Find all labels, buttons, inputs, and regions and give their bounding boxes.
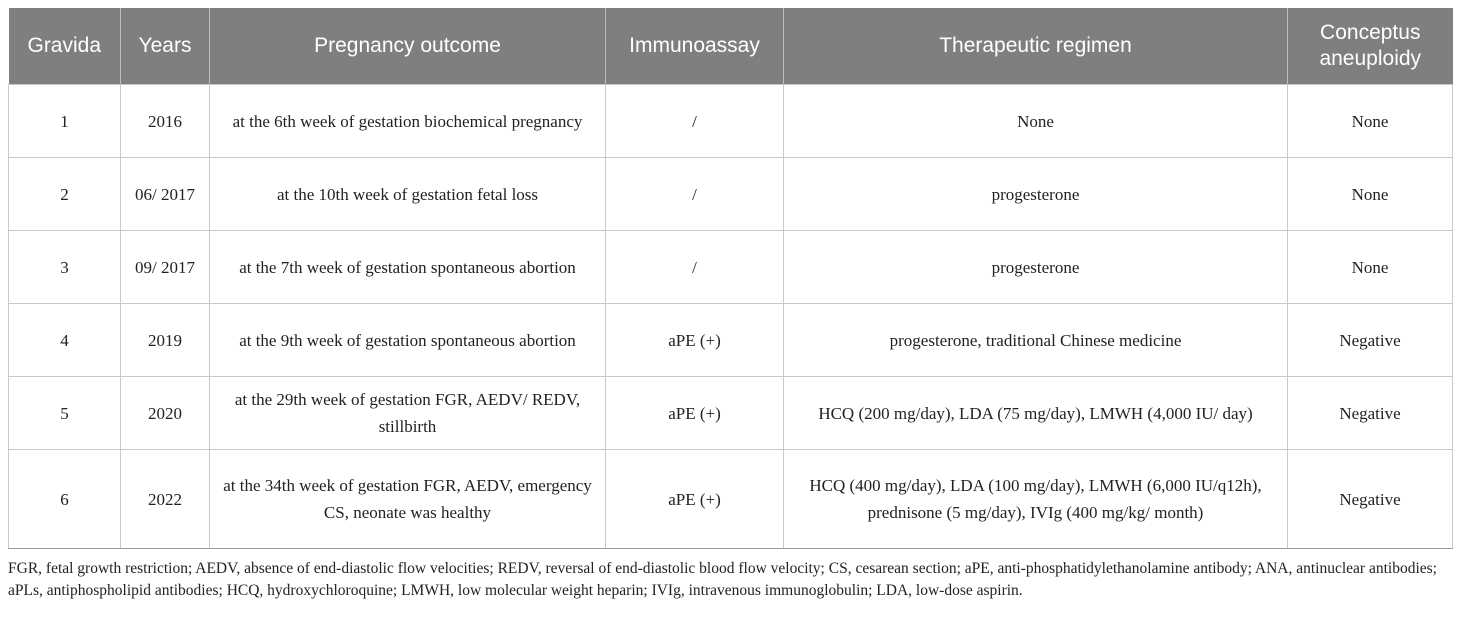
cell-conceptus-aneuploidy: Negative — [1288, 450, 1453, 549]
cell-gravida: 5 — [9, 377, 121, 450]
table-footnote: FGR, fetal growth restriction; AEDV, absence of end-diastolic flow velocities; REDV, reversal of end-diastolic blood flow velocity; CS, cesarean section; aPE, anti-phosphatidylethanolamine antibody; ANA, antinuclear antibodies; aPLs, antiphospholipid antibodies; HCQ, hydroxychloroquine; LMWH, low molecular weight heparin; IVIg, intravenous immunoglobulin; LDA, low-dose aspirin. — [8, 560, 1437, 599]
table-row — [9, 85, 1453, 158]
cell-pregnancy-outcome: at the 7th week of gestation spontaneous abortion — [210, 231, 606, 304]
cell-pregnancy-outcome: at the 34th week of gestation FGR, AEDV, emergency CS, neonate was healthy — [210, 450, 606, 549]
cell-gravida: 6 — [9, 450, 121, 549]
cell-therapeutic-regimen: progesterone — [784, 231, 1288, 304]
cell-years: 06/ 2017 — [121, 158, 210, 231]
header-immunoassay: Immunoassay — [606, 8, 784, 85]
table-row — [9, 450, 1453, 549]
table-row — [9, 231, 1453, 304]
header-years: Years — [121, 8, 210, 85]
document-page — [8, 8, 1452, 602]
cell-gravida: 4 — [9, 304, 121, 377]
header-gravida: Gravida — [9, 8, 121, 85]
header-conceptus-aneuploidy: Conceptus aneuploidy — [1288, 8, 1453, 85]
cell-immunoassay: / — [606, 158, 784, 231]
cell-therapeutic-regimen: progesterone — [784, 158, 1288, 231]
table-row — [9, 377, 1453, 450]
cell-immunoassay: aPE (+) — [606, 450, 784, 549]
cell-therapeutic-regimen: HCQ (400 mg/day), LDA (100 mg/day), LMWH (6,000 IU/q12h), prednisone (5 mg/day), IVIg (400 mg/kg/ month) — [784, 450, 1288, 549]
header-pregnancy-outcome: Pregnancy outcome — [210, 8, 606, 85]
cell-pregnancy-outcome: at the 10th week of gestation fetal loss — [210, 158, 606, 231]
cell-years: 2019 — [121, 304, 210, 377]
cell-conceptus-aneuploidy: None — [1288, 85, 1453, 158]
cell-conceptus-aneuploidy: Negative — [1288, 377, 1453, 450]
cell-gravida: 3 — [9, 231, 121, 304]
pregnancy-history-table — [8, 8, 1453, 549]
cell-immunoassay: / — [606, 231, 784, 304]
table-row — [9, 158, 1453, 231]
table-header-row — [9, 8, 1453, 85]
cell-therapeutic-regimen: HCQ (200 mg/day), LDA (75 mg/day), LMWH (4,000 IU/ day) — [784, 377, 1288, 450]
cell-pregnancy-outcome: at the 29th week of gestation FGR, AEDV/ REDV, stillbirth — [210, 377, 606, 450]
cell-conceptus-aneuploidy: None — [1288, 231, 1453, 304]
cell-years: 2022 — [121, 450, 210, 549]
cell-therapeutic-regimen: None — [784, 85, 1288, 158]
cell-years: 09/ 2017 — [121, 231, 210, 304]
cell-pregnancy-outcome: at the 9th week of gestation spontaneous abortion — [210, 304, 606, 377]
cell-immunoassay: / — [606, 85, 784, 158]
cell-years: 2016 — [121, 85, 210, 158]
cell-conceptus-aneuploidy: Negative — [1288, 304, 1453, 377]
header-therapeutic-regimen: Therapeutic regimen — [784, 8, 1288, 85]
table-row — [9, 304, 1453, 377]
cell-immunoassay: aPE (+) — [606, 304, 784, 377]
cell-years: 2020 — [121, 377, 210, 450]
cell-pregnancy-outcome: at the 6th week of gestation biochemical pregnancy — [210, 85, 606, 158]
cell-immunoassay: aPE (+) — [606, 377, 784, 450]
cell-conceptus-aneuploidy: None — [1288, 158, 1453, 231]
cell-gravida: 1 — [9, 85, 121, 158]
cell-gravida: 2 — [9, 158, 121, 231]
cell-therapeutic-regimen: progesterone, traditional Chinese medicine — [784, 304, 1288, 377]
